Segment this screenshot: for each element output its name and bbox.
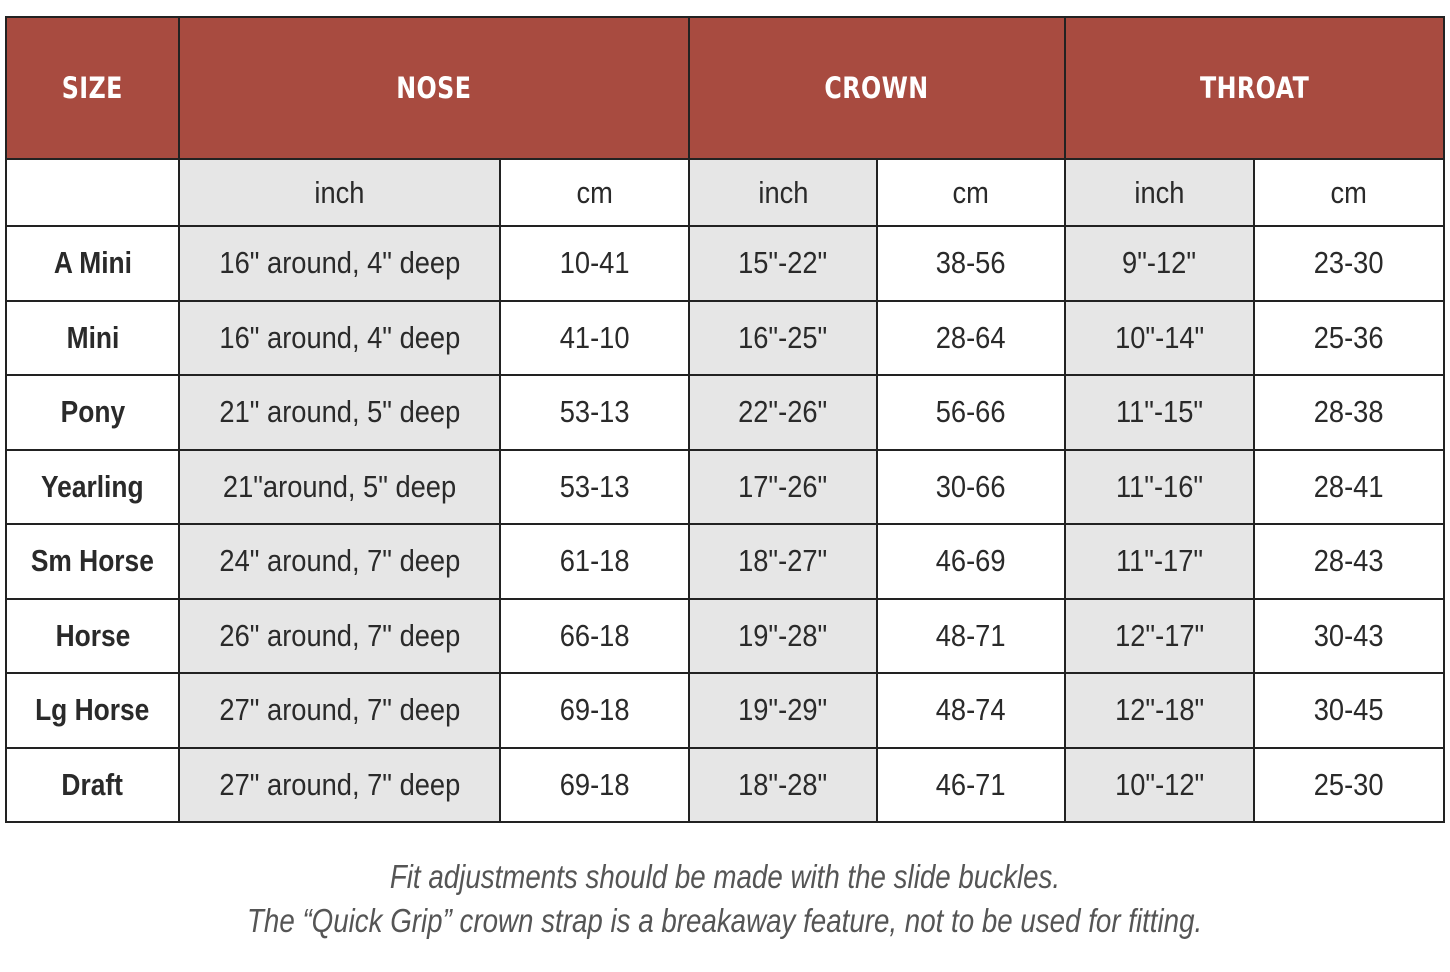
throat-cm-cell: 28-41 <box>1254 450 1444 525</box>
crown-inch-cell: 15"-22" <box>689 226 877 301</box>
size-cell: Draft <box>6 748 179 823</box>
size-cell: Mini <box>6 301 179 376</box>
size-cell: Lg Horse <box>6 673 179 748</box>
header-size: SIZE <box>6 17 179 159</box>
footnote-quick-grip: The “Quick Grip” crown strap is a breakaway feature, not to be used for fitting. <box>247 902 1203 939</box>
nose-inch-cell: 27" around, 7" deep <box>179 673 500 748</box>
crown-inch-cell: 19"-28" <box>689 599 877 674</box>
size-cell: Yearling <box>6 450 179 525</box>
size-cell: Horse <box>6 599 179 674</box>
nose-cm-cell: 10-41 <box>500 226 689 301</box>
throat-inch-cell: 10"-12" <box>1065 748 1254 823</box>
crown-inch-cell: 22"-26" <box>689 375 877 450</box>
header-throat: THROAT <box>1065 17 1444 159</box>
crown-inch-cell: 19"-29" <box>689 673 877 748</box>
throat-inch-cell: 11"-15" <box>1065 375 1254 450</box>
nose-cm-cell: 69-18 <box>500 748 689 823</box>
table-row <box>6 748 1444 823</box>
nose-inch-cell: 16" around, 4" deep <box>179 226 500 301</box>
header-crown: CROWN <box>689 17 1065 159</box>
table-row <box>6 673 1444 748</box>
nose-inch-cell: 21" around, 5" deep <box>179 375 500 450</box>
nose-cm-cell: 69-18 <box>500 673 689 748</box>
table-row <box>6 599 1444 674</box>
header-nose: NOSE <box>179 17 689 159</box>
size-chart-table <box>5 16 1445 823</box>
unit-empty-cell <box>6 159 179 226</box>
table-row <box>6 301 1444 376</box>
nose-cm-cell: 53-13 <box>500 375 689 450</box>
unit-header-row <box>6 159 1444 226</box>
size-cell: Sm Horse <box>6 524 179 599</box>
throat-cm-cell: 25-30 <box>1254 748 1444 823</box>
throat-cm-cell: 30-45 <box>1254 673 1444 748</box>
throat-inch-cell: 9"-12" <box>1065 226 1254 301</box>
throat-cm-cell: 30-43 <box>1254 599 1444 674</box>
nose-inch-cell: 27" around, 7" deep <box>179 748 500 823</box>
throat-inch-cell: 10"-14" <box>1065 301 1254 376</box>
crown-cm-cell: 48-74 <box>877 673 1065 748</box>
crown-cm-cell: 46-69 <box>877 524 1065 599</box>
table-row <box>6 450 1444 525</box>
crown-cm-cell: 38-56 <box>877 226 1065 301</box>
crown-cm-cell: 48-71 <box>877 599 1065 674</box>
throat-inch-cell: 12"-17" <box>1065 599 1254 674</box>
unit-nose-cm: cm <box>500 159 689 226</box>
nose-inch-cell: 26" around, 7" deep <box>179 599 500 674</box>
table-row <box>6 524 1444 599</box>
unit-crown-cm: cm <box>877 159 1065 226</box>
crown-inch-cell: 16"-25" <box>689 301 877 376</box>
throat-cm-cell: 28-43 <box>1254 524 1444 599</box>
unit-throat-cm: cm <box>1254 159 1444 226</box>
crown-cm-cell: 56-66 <box>877 375 1065 450</box>
unit-nose-inch: inch <box>179 159 500 226</box>
nose-inch-cell: 24" around, 7" deep <box>179 524 500 599</box>
size-cell: Pony <box>6 375 179 450</box>
crown-cm-cell: 28-64 <box>877 301 1065 376</box>
unit-crown-inch: inch <box>689 159 877 226</box>
table-row <box>6 226 1444 301</box>
nose-inch-cell: 16" around, 4" deep <box>179 301 500 376</box>
table-row <box>6 375 1444 450</box>
throat-cm-cell: 25-36 <box>1254 301 1444 376</box>
crown-inch-cell: 18"-28" <box>689 748 877 823</box>
nose-cm-cell: 53-13 <box>500 450 689 525</box>
nose-cm-cell: 41-10 <box>500 301 689 376</box>
group-header-row <box>6 17 1444 159</box>
size-cell: A Mini <box>6 226 179 301</box>
unit-throat-inch: inch <box>1065 159 1254 226</box>
crown-cm-cell: 46-71 <box>877 748 1065 823</box>
crown-cm-cell: 30-66 <box>877 450 1065 525</box>
nose-cm-cell: 61-18 <box>500 524 689 599</box>
nose-inch-cell: 21"around, 5" deep <box>179 450 500 525</box>
throat-cm-cell: 28-38 <box>1254 375 1444 450</box>
throat-cm-cell: 23-30 <box>1254 226 1444 301</box>
nose-cm-cell: 66-18 <box>500 599 689 674</box>
throat-inch-cell: 11"-16" <box>1065 450 1254 525</box>
footnote-fit-adjustments: Fit adjustments should be made with the slide buckles. <box>389 858 1061 895</box>
crown-inch-cell: 17"-26" <box>689 450 877 525</box>
throat-inch-cell: 12"-18" <box>1065 673 1254 748</box>
throat-inch-cell: 11"-17" <box>1065 524 1254 599</box>
crown-inch-cell: 18"-27" <box>689 524 877 599</box>
